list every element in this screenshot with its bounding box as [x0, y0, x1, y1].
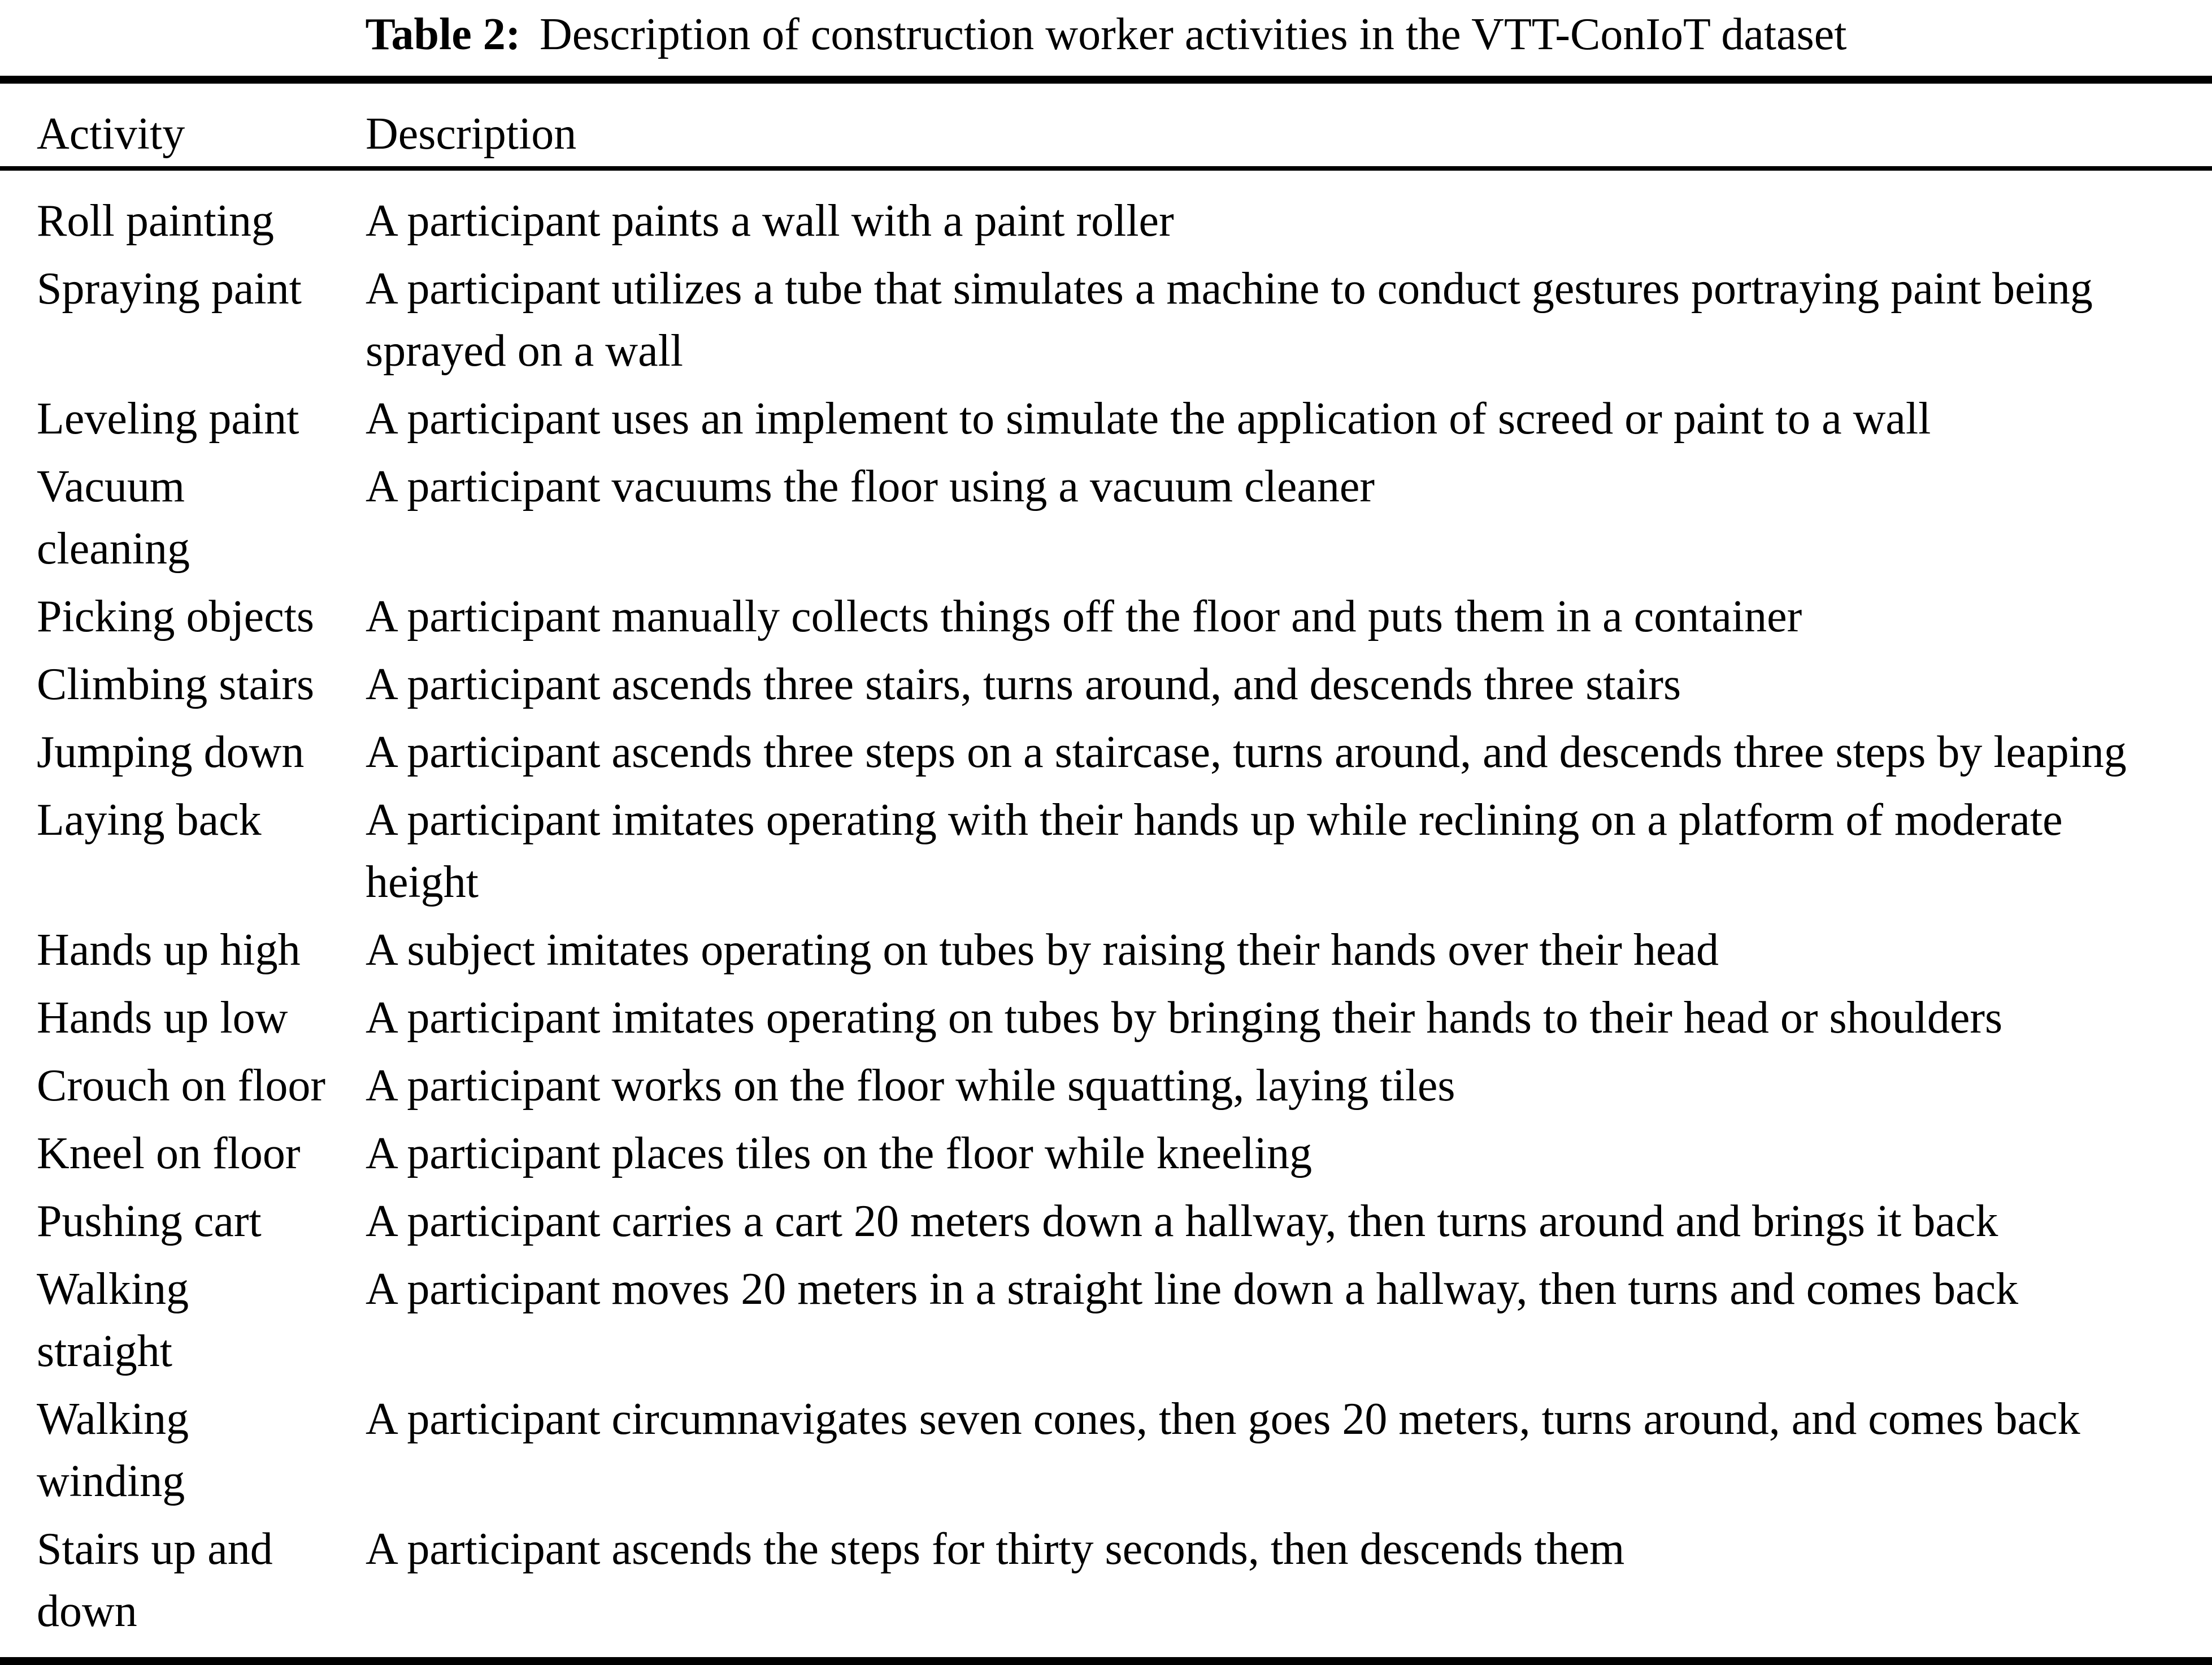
table-caption-label: Table 2: [365, 10, 521, 59]
description-cell: A participant utilizes a tube that simulates a machine to conduct gestures portraying paint being sprayed on a wall [366, 264, 2093, 376]
activity-cell: Spraying paint [37, 264, 302, 314]
activity-cell: Jumping down [37, 727, 305, 777]
activity-cell: Kneel on floor [37, 1129, 301, 1178]
description-cell: A participant uses an implement to simulate the application of screed or paint to a wall [366, 394, 1931, 444]
header-rule [0, 166, 2212, 171]
description-cell: A participant carries a cart 20 meters down a hallway, then turns around and brings it back [366, 1196, 1998, 1246]
activity-cell: Roll painting [37, 196, 274, 246]
description-cell: A participant places tiles on the floor while kneeling [366, 1129, 1313, 1178]
activity-cell: Pushing cart [37, 1196, 262, 1246]
description-cell: A participant works on the floor while squatting, laying tiles [366, 1061, 1455, 1111]
description-cell: A participant circumnavigates seven cones, then goes 20 meters, turns around, and comes back [366, 1394, 2080, 1444]
activity-cell: Laying back [37, 795, 262, 845]
column-header-activity: Activity [37, 109, 185, 159]
activity-cell: Crouch on floor [37, 1061, 326, 1111]
column-header-description: Description [366, 109, 577, 159]
description-cell: A participant moves 20 meters in a straight line down a hallway, then turns and comes back [366, 1264, 2019, 1314]
description-cell: A participant ascends three steps on a staircase, turns around, and descends three steps by leaping [366, 727, 2127, 777]
table-caption [0, 0, 2212, 63]
description-cell: A participant ascends the steps for thirty seconds, then descends them [366, 1524, 1625, 1574]
table-caption-text: Description of construction worker activities in the VTT-ConIoT dataset [539, 10, 1847, 59]
activity-cell: Hands up low [37, 993, 288, 1043]
activity-cell: Climbing stairs [37, 660, 315, 709]
activity-cell: Leveling paint [37, 394, 299, 444]
description-cell: A participant imitates operating with their hands up while reclining on a platform of moderate height [366, 795, 2063, 907]
description-cell: A participant manually collects things off the floor and puts them in a container [366, 592, 1802, 641]
table-body [0, 171, 2212, 1642]
top-rule [0, 76, 2212, 84]
activity-cell: Walking winding [37, 1394, 189, 1506]
description-cell: A participant imitates operating on tubes by bringing their hands to their head or shoulders [366, 993, 2003, 1043]
description-cell: A subject imitates operating on tubes by raising their hands over their head [366, 925, 1719, 975]
description-cell: A participant paints a wall with a paint roller [366, 196, 1174, 246]
description-cell: A participant ascends three stairs, turns around, and descends three stairs [366, 660, 1681, 709]
description-cell: A participant vacuums the floor using a vacuum cleaner [366, 462, 1375, 511]
activity-cell: Picking objects [37, 592, 315, 641]
bottom-rule [0, 1657, 2212, 1665]
activity-cell: Hands up high [37, 925, 301, 975]
activity-cell: Vacuum cleaning [37, 462, 190, 574]
activity-cell: Walking straight [37, 1264, 189, 1376]
activity-cell: Stairs up and down [37, 1524, 273, 1636]
table-header-row [0, 84, 2212, 166]
